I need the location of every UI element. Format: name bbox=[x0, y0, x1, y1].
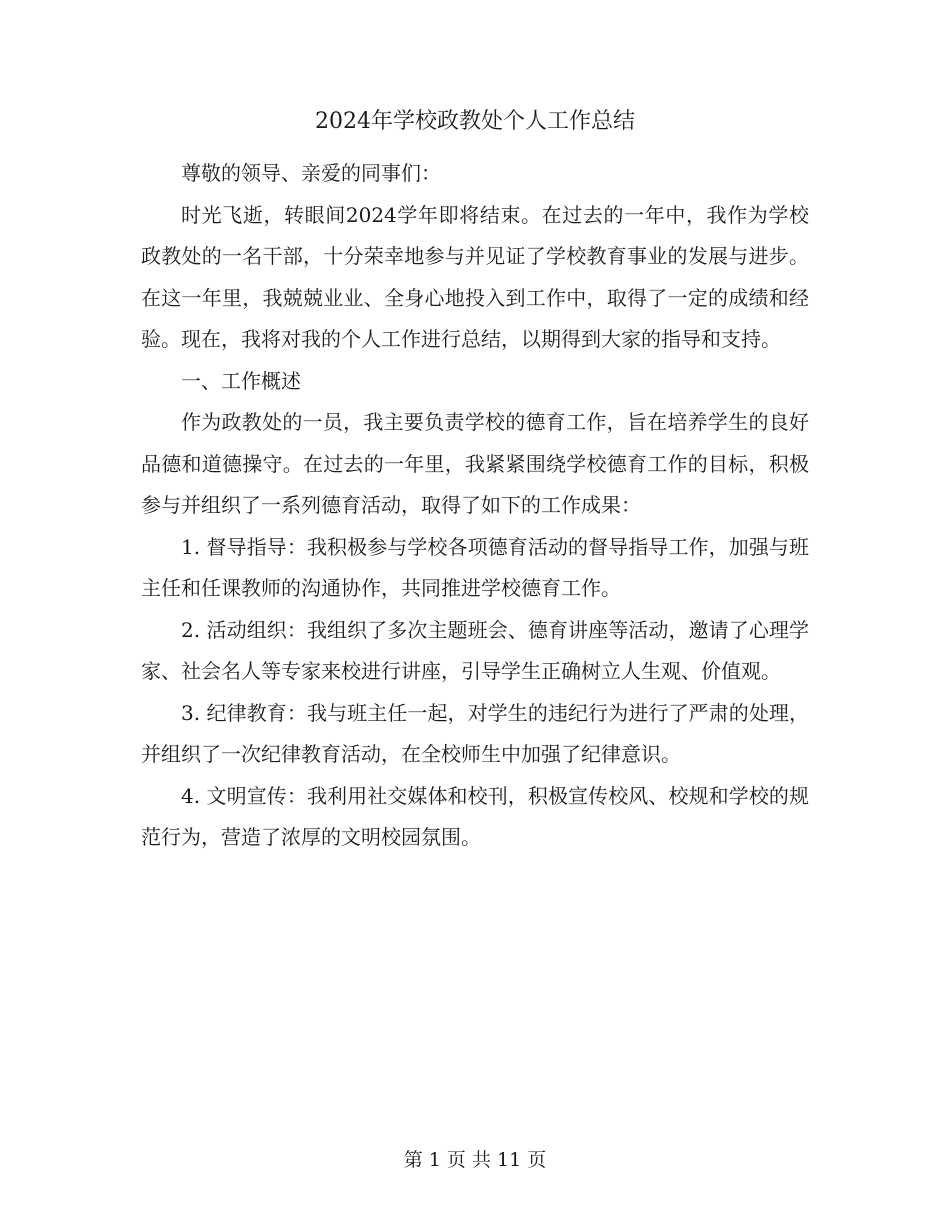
page-number: 第 1 页 共 11 页 bbox=[403, 1149, 547, 1171]
document-body bbox=[141, 153, 809, 859]
document-title: 2024年学校政教处个人工作总结 bbox=[315, 109, 635, 134]
list-item: 1. 督导指导：我积极参与学校各项德育活动的督导指导工作，加强与班主任和任课教师的沟通协作，共同推进学校德育工作。 bbox=[141, 534, 809, 600]
overview-paragraph: 作为政教处的一员，我主要负责学校的德育工作，旨在培养学生的良好品德和道德操守。在过去的一年里，我紧紧围绕学校德育工作的目标，积极参与并组织了一系列德育活动，取得了如下的工作成果： bbox=[141, 410, 809, 517]
salutation: 尊敬的领导、亲爱的同事们： bbox=[181, 161, 441, 185]
list-item: 2. 活动组织：我组织了多次主题班会、德育讲座等活动，邀请了心理学家、社会名人等专家来校进行讲座，引导学生正确树立人生观、价值观。 bbox=[141, 617, 809, 683]
list-item: 4. 文明宣传：我利用社交媒体和校刊，积极宣传校风、校规和学校的规范行为，营造了浓厚的文明校园氛围。 bbox=[141, 783, 809, 849]
section-heading: 一、工作概述 bbox=[181, 368, 301, 393]
intro-paragraph: 时光飞逝，转眼间2024学年即将结束。在过去的一年中，我作为学校政教处的一名干部，十分荣幸地参与并见证了学校教育事业的发展与进步。在这一年里，我兢兢业业、全身心地投入到工作中，取得了一定的成绩和经验。现在，我将对我的个人工作进行总结，以期得到大家的指导和支持。 bbox=[141, 202, 809, 351]
list-item: 3. 纪律教育：我与班主任一起，对学生的违纪行为进行了严肃的处理，并组织了一次纪律教育活动，在全校师生中加强了纪律意识。 bbox=[141, 700, 809, 766]
